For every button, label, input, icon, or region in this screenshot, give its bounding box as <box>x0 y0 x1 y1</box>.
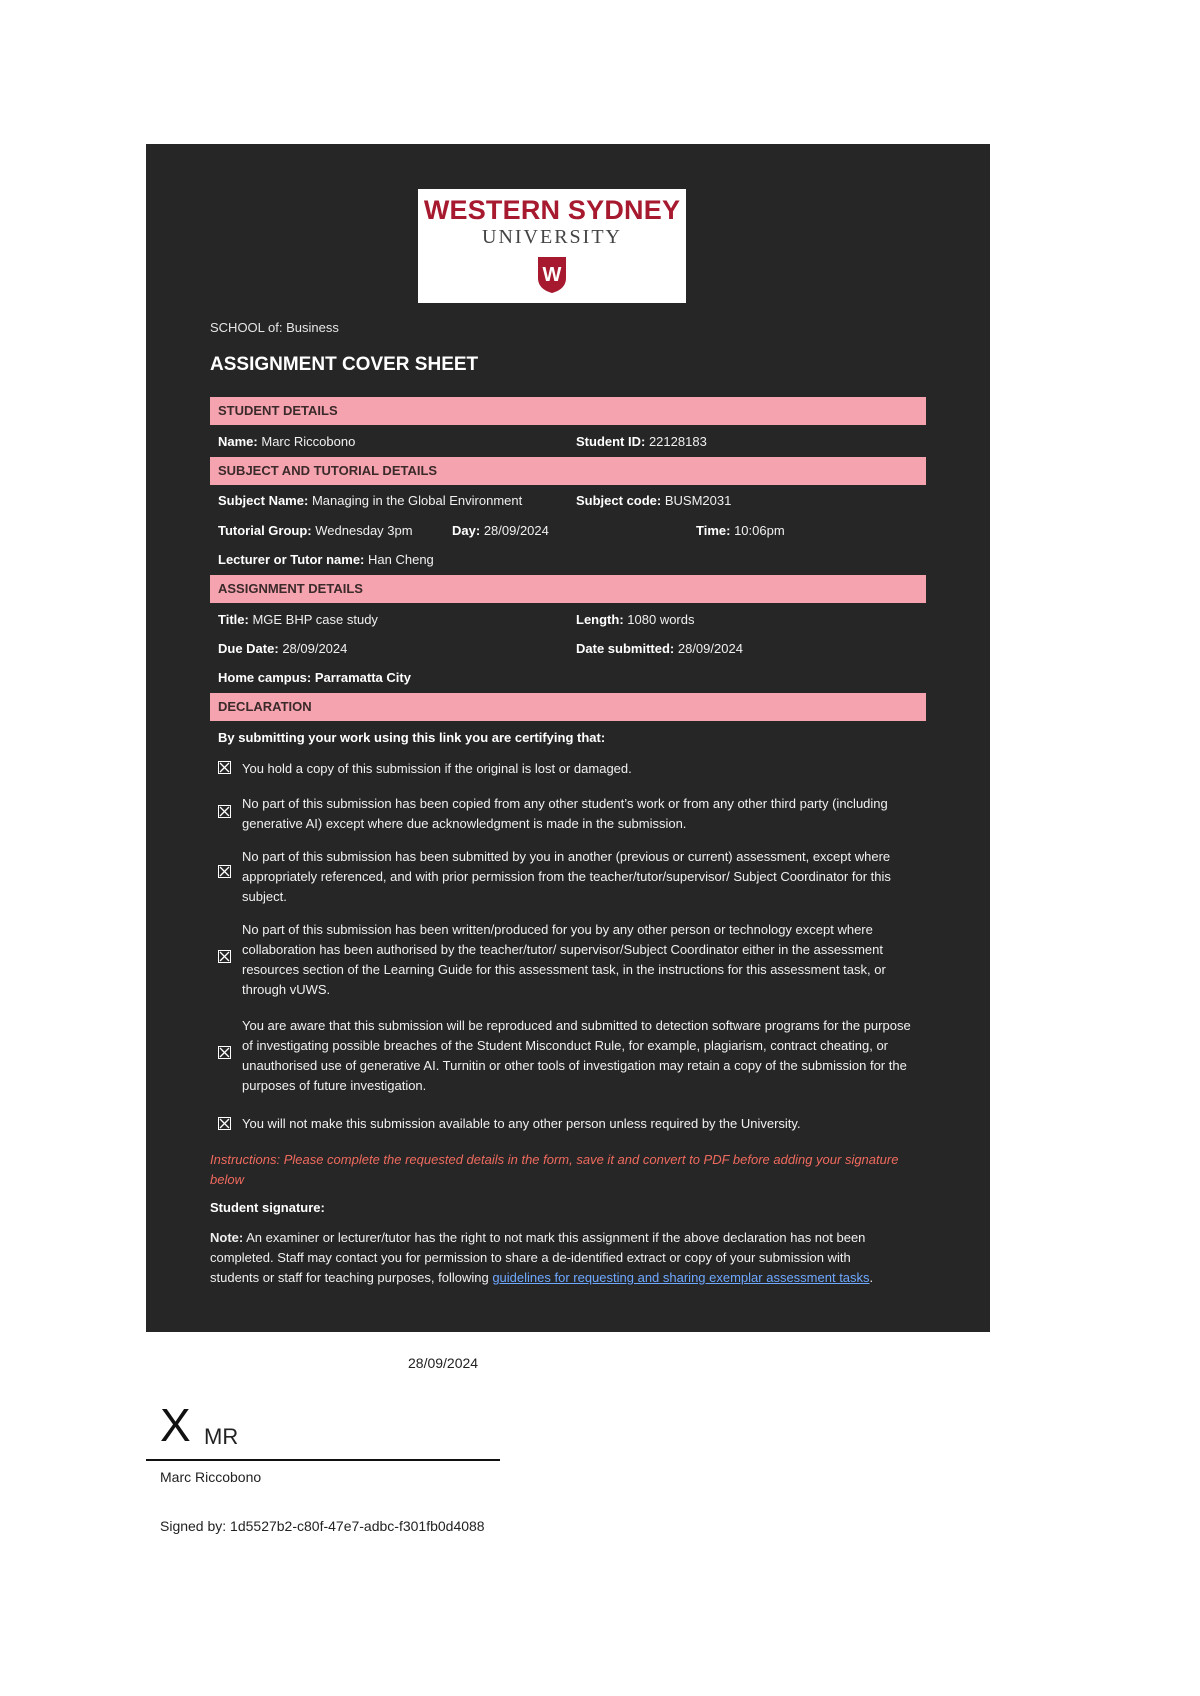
tutorial-group-row <box>218 523 413 539</box>
page-title: ASSIGNMENT COVER SHEET <box>210 354 479 375</box>
checked-box-icon[interactable] <box>218 950 231 963</box>
home-campus-label: Home campus: <box>218 670 312 685</box>
due-date-value: 28/09/2024 <box>282 641 348 656</box>
student-id-label: Student ID: <box>576 434 646 449</box>
checked-box-icon[interactable] <box>218 805 231 818</box>
checked-box-icon[interactable] <box>218 865 231 878</box>
guidelines-link[interactable]: guidelines for requesting and sharing exemplar assessment tasks <box>492 1270 870 1285</box>
student-name-label: Name: <box>218 434 258 449</box>
signature-date: 28/09/2024 <box>408 1355 479 1371</box>
signature-x-mark: X <box>160 1399 191 1451</box>
date-submitted-value: 28/09/2024 <box>677 641 743 656</box>
lecturer-value: Han Cheng <box>368 552 434 567</box>
logo-wordmark-top: WESTERN SYDNEY <box>423 195 681 225</box>
instructions-text: Instructions: Please complete the requested details in the form, save it and convert to PDF before adding your signature below <box>210 1152 899 1187</box>
student-id-value: 22128183 <box>648 434 707 449</box>
declaration-text: No part of this submission has been submitted by you in another (previous or current) assessment, except where appropriately referenced, and with prior permission from the teacher/tutor/supervisor/ Subject Coordinator for this subject. <box>242 849 891 904</box>
declaration-text: You hold a copy of this submission if the original is lost or damaged. <box>242 761 632 776</box>
cover-sheet <box>146 144 990 1332</box>
assignment-length-row <box>576 612 695 628</box>
checked-box-icon[interactable] <box>218 1046 231 1059</box>
lecturer-label: Lecturer or Tutor name: <box>218 552 365 567</box>
note-end: . <box>869 1270 874 1285</box>
subject-name-value: Managing in the Global Environment <box>311 493 523 508</box>
subject-code-row <box>576 493 731 509</box>
subject-code-label: Subject code: <box>576 493 662 508</box>
home-campus-row <box>218 670 411 686</box>
assignment-title-row <box>218 612 378 628</box>
date-submitted-row <box>576 641 743 657</box>
subject-name-row <box>218 493 522 509</box>
tutorial-time-row <box>696 523 785 539</box>
lecturer-row <box>218 552 434 568</box>
note-paragraph <box>210 1228 900 1288</box>
tutorial-group-value: Wednesday 3pm <box>315 523 413 538</box>
note-text: An examiner or lecturer/tutor has the right to not mark this assignment if the above declaration has not been completed. Staff may contact you for permission to share a de-identified extract or copy of your submission with students or staff for teaching purposes, following <box>210 1230 866 1285</box>
checked-box-icon[interactable] <box>218 761 231 774</box>
signature-line <box>146 1459 500 1461</box>
student-id-row <box>576 434 707 450</box>
section-assignment-details: ASSIGNMENT DETAILS <box>210 575 926 603</box>
tutorial-day-value: 28/09/2024 <box>483 523 549 538</box>
due-date-label: Due Date: <box>218 641 279 656</box>
tutorial-day-row <box>452 523 549 539</box>
section-student-details: STUDENT DETAILS <box>210 397 926 425</box>
school-label: SCHOOL of: Business <box>210 320 339 335</box>
assignment-title-label: Title: <box>218 612 249 627</box>
declaration-intro: By submitting your work using this link you are certifying that: <box>218 730 606 745</box>
assignment-title-value: MGE BHP case study <box>252 612 378 627</box>
section-declaration: DECLARATION <box>210 693 926 721</box>
signature-initials: MR <box>204 1424 239 1449</box>
university-logo <box>418 189 686 303</box>
subject-name-label: Subject Name: <box>218 493 309 508</box>
checked-box-icon[interactable] <box>218 1117 231 1130</box>
subject-code-value: BUSM2031 <box>664 493 732 508</box>
due-date-row <box>218 641 347 657</box>
tutorial-time-value: 10:06pm <box>734 523 785 538</box>
student-name-row <box>218 434 355 450</box>
logo-wordmark-bottom: UNIVERSITY <box>482 226 622 248</box>
student-signature-label: Student signature: <box>210 1200 325 1215</box>
signed-by-id: Signed by: 1d5527b2-c80f-47e7-adbc-f301fb0d4088 <box>160 1518 485 1534</box>
section-subject-details: SUBJECT AND TUTORIAL DETAILS <box>210 457 926 485</box>
declaration-text: No part of this submission has been copied from any other student’s work or from any other third party (including generative AI) except where due acknowledgment is made in the submission. <box>242 796 888 831</box>
assignment-length-value: 1080 words <box>627 612 695 627</box>
shield-icon <box>537 256 567 294</box>
declaration-text: No part of this submission has been written/produced for you by any other person or technology except where collaboration has been authorised by the teacher/tutor/ supervisor/Subject Coordinator either in the assessment resources section of the Learning Guide for this assessment task, in the instructions for this assessment task, or through vUWS. <box>242 922 886 997</box>
date-submitted-label: Date submitted: <box>576 641 675 656</box>
shield-letter: W <box>542 264 562 286</box>
signer-name: Marc Riccobono <box>160 1469 262 1485</box>
declaration-text: You are aware that this submission will be reproduced and submitted to detection software programs for the purpose of investigating possible breaches of the Student Misconduct Rule, for example, plagiarism, contract cheating, or unauthorised use of generative AI. Turnitin or other tools of investigation may retain a copy of the submission for the purposes of future investigation. <box>242 1018 911 1093</box>
declaration-text: You will not make this submission available to any other person unless required by the University. <box>242 1116 801 1131</box>
student-name-value: Marc Riccobono <box>261 434 356 449</box>
assignment-length-label: Length: <box>576 612 624 627</box>
tutorial-group-label: Tutorial Group: <box>218 523 312 538</box>
tutorial-day-label: Day: <box>452 523 481 538</box>
tutorial-time-label: Time: <box>696 523 731 538</box>
home-campus-value: Parramatta City <box>314 670 411 685</box>
note-label: Note: <box>210 1230 244 1245</box>
